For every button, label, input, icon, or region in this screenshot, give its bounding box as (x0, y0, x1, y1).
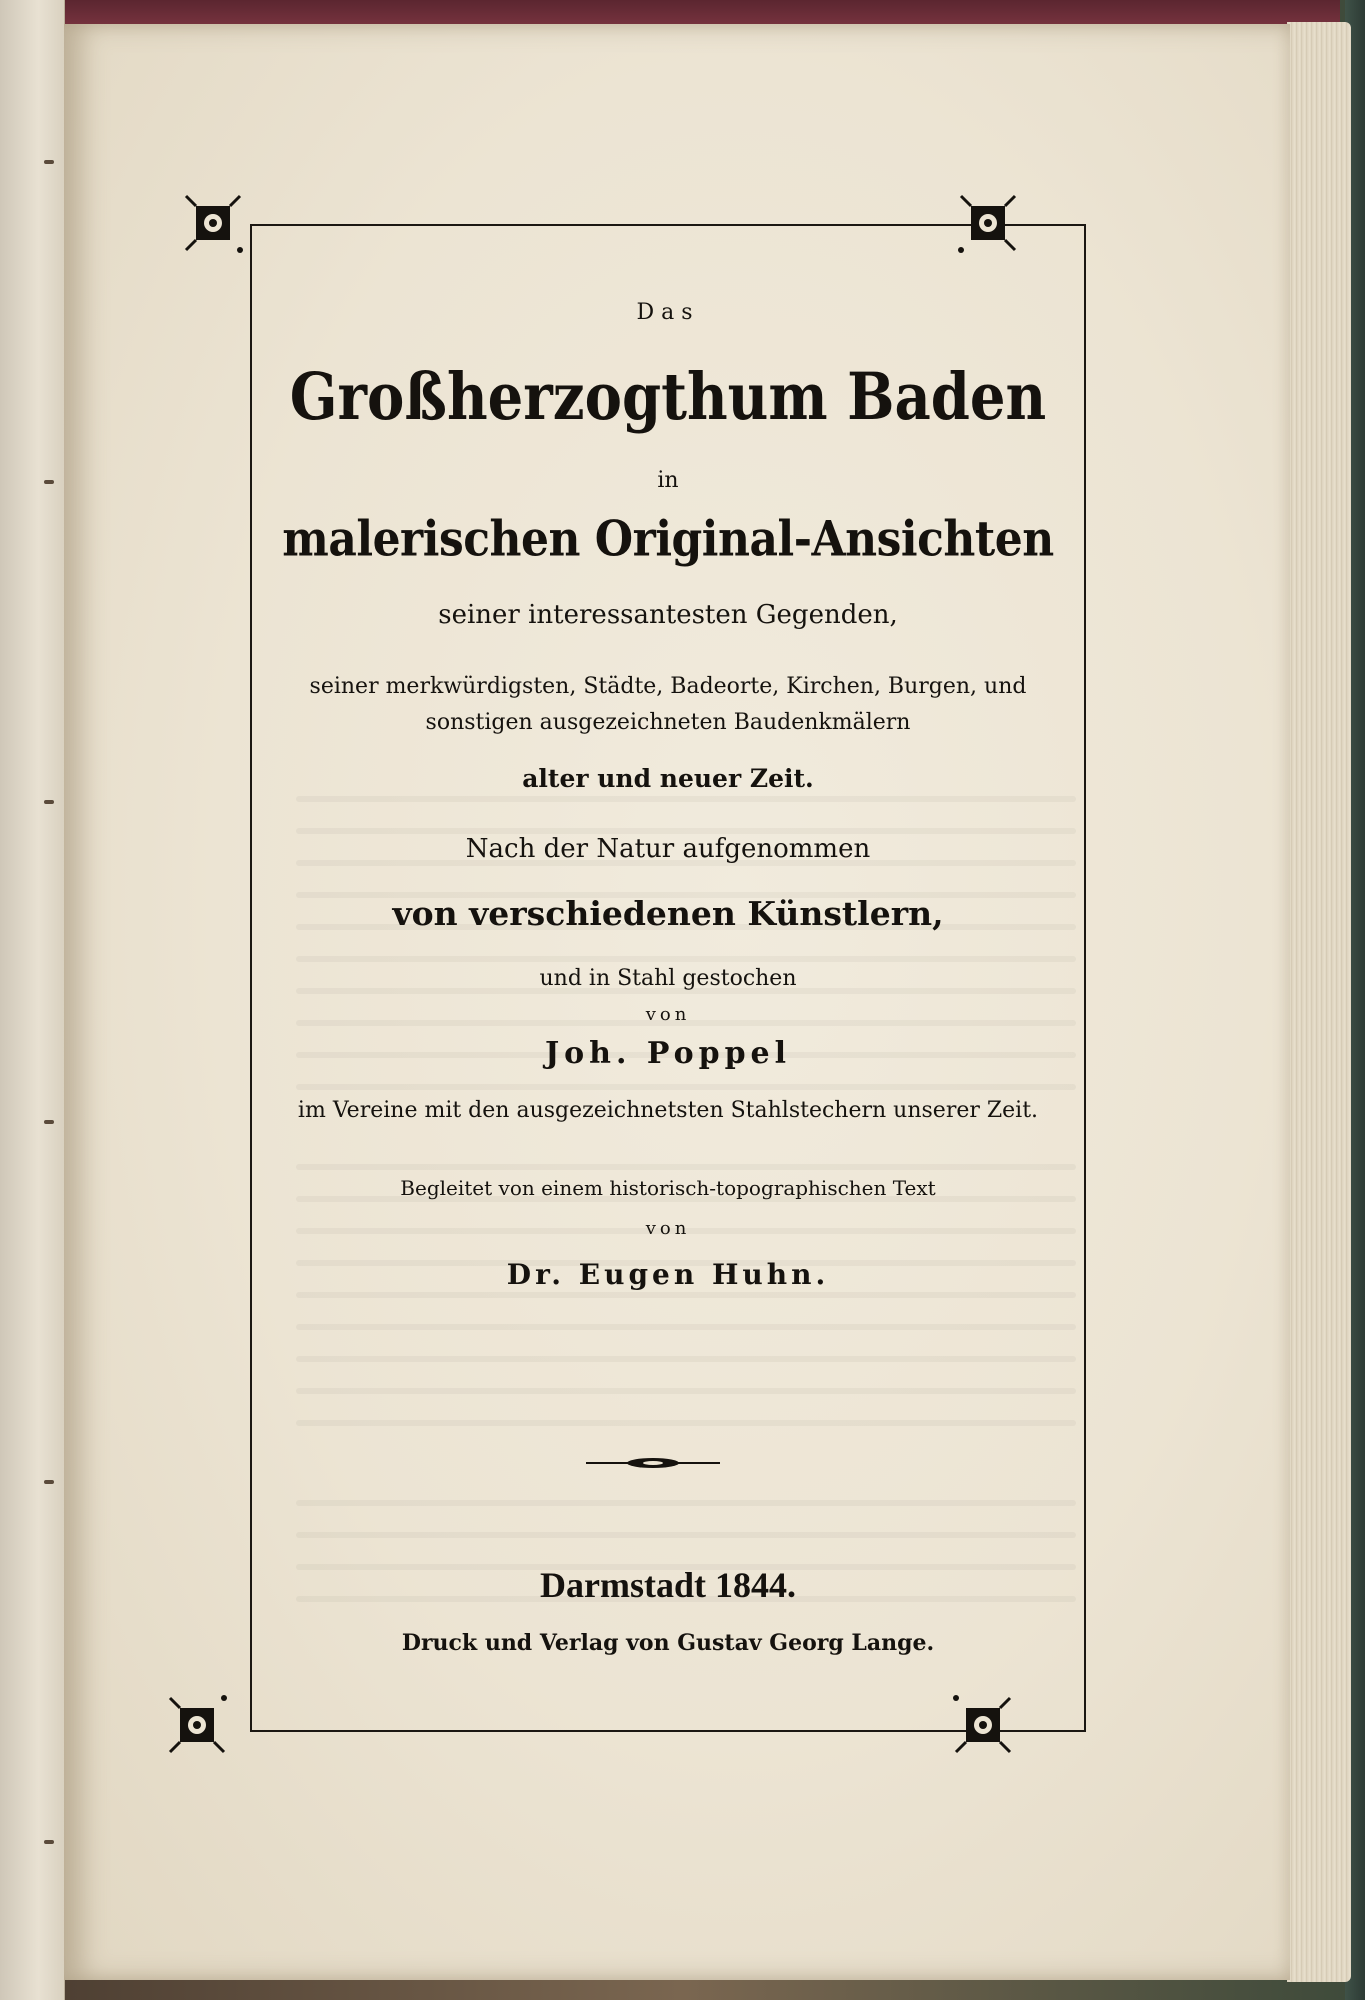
fleuron-corner-icon (166, 1694, 228, 1756)
facing-leaf (0, 0, 65, 2000)
line-gegenden: seiner interessantesten Gegenden, (438, 600, 898, 630)
line-zeit: alter und neuer Zeit. (522, 764, 814, 793)
connector-in: in (657, 468, 679, 493)
page-block-edges (1287, 22, 1351, 1982)
line-stahl: und in Stahl gestochen (539, 966, 797, 991)
von-1: von (645, 1004, 691, 1025)
line-kuenstler: von verschiedenen Künstlern, (392, 894, 944, 933)
title-text-block (250, 224, 1086, 1732)
article: Das (636, 300, 700, 325)
line-baudenkmaeler: sonstigen ausgezeichneten Baudenkmälern (425, 710, 911, 735)
von-2: von (645, 1218, 691, 1239)
author-name: Dr. Eugen Huhn. (506, 1258, 830, 1291)
fleuron-corner-icon (182, 192, 244, 254)
ornamental-rule-icon (586, 1456, 720, 1470)
place-and-year: Darmstadt 1844. (540, 1565, 796, 1605)
publisher-line: Druck und Verlag von Gustav Georg Lange. (401, 1630, 935, 1656)
subtitle: malerischen Original-Ansichten (282, 511, 1054, 568)
line-natur: Nach der Natur aufgenommen (465, 834, 871, 864)
line-begleitet: Begleitet von einem historisch-topographischen Text (400, 1176, 936, 1200)
line-verein: im Vereine mit den ausgezeichnetsten Stahlstechern unserer Zeit. (297, 1098, 1039, 1123)
main-title: Großherzogthum Baden (289, 359, 1047, 435)
title-page (64, 24, 1290, 1980)
engraver-name: Joh. Poppel (544, 1036, 792, 1071)
line-staedte: seiner merkwürdigsten, Städte, Badeorte, Kirchen, Burgen, und (309, 674, 1027, 699)
